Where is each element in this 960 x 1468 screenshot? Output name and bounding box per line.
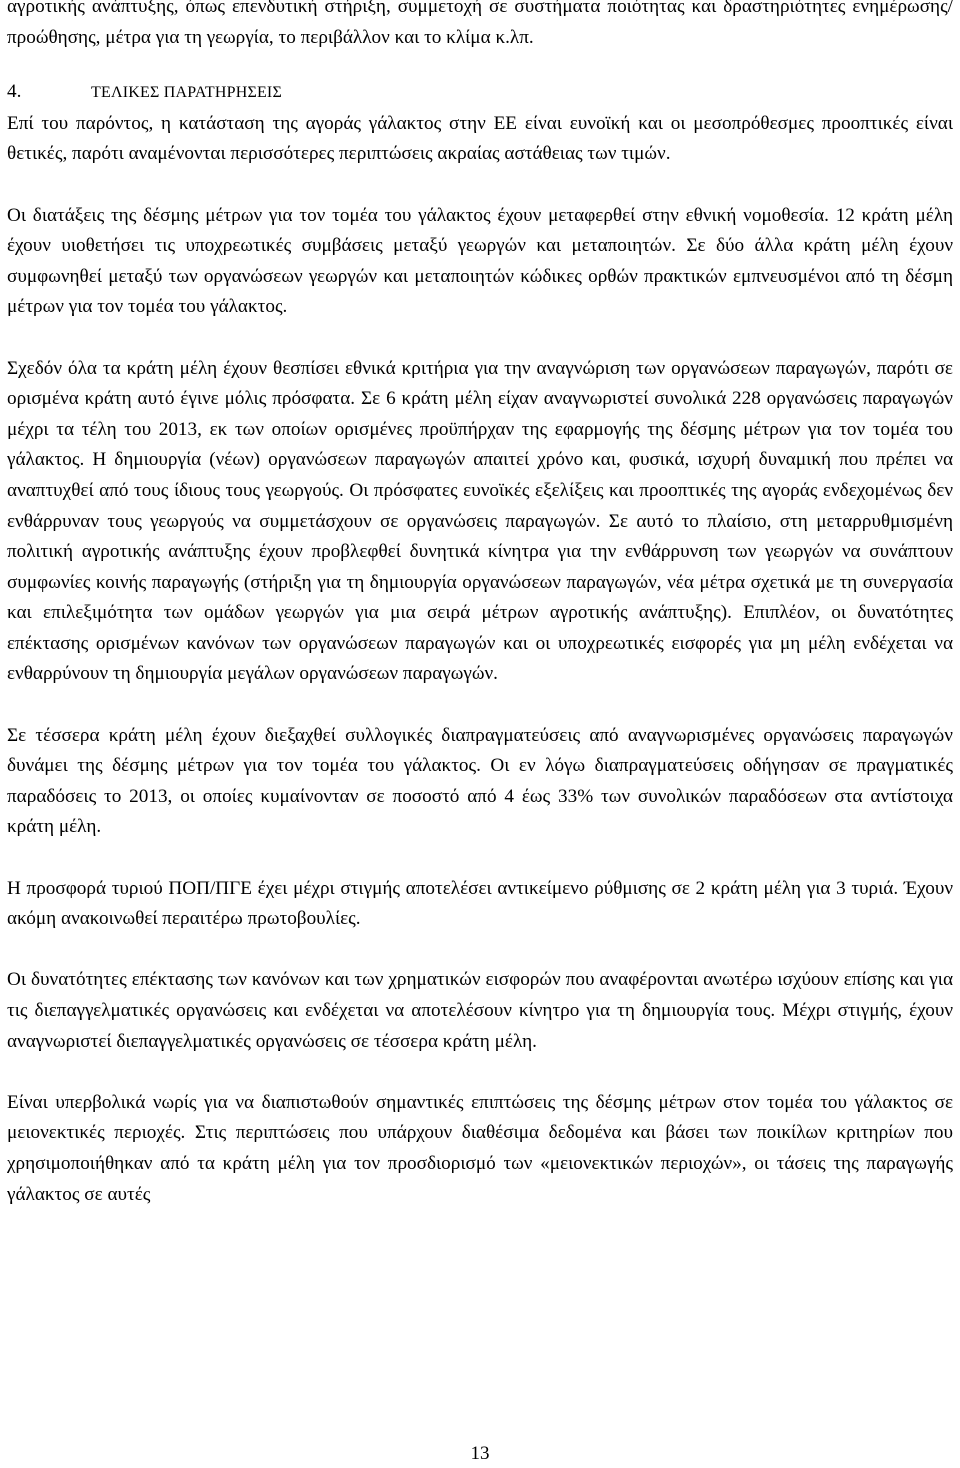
continued-paragraph: αγροτικής ανάπτυξης, όπως επενδυτική στήριξη, συμμετοχή σε συστήματα ποιότητας και δραστηριότητες ενημέρωσης/προώθησης, μέτρα για τη γεωργία, το περιβάλλον και το κλίμα κ.λπ.	[7, 0, 953, 48]
paragraph-interbranch-organisations: Οι δυνατότητες επέκτασης των κανόνων και των χρηματικών εισφορών που αναφέρονται ανωτέρω ισχύουν επίσης και για τις διεπαγγελματικές οργανώσεις και ενδέχεται να αποτελέσουν κίνητρο για τη δημιουργία τους. Μέχρι στιγμής, έχουν αναγνωριστεί διεπαγγελματικές οργανώσεις σε τέσσερα κράτη μέλη.	[7, 969, 953, 1052]
paragraph-producer-organisations: Σχεδόν όλα τα κράτη μέλη έχουν θεσπίσει εθνικά κριτήρια για την αναγνώριση των οργανώσεων παραγωγών, παρότι σε ορισμένα κράτη αυτό έγινε μόλις πρόσφατα. Σε 6 κράτη μέλη είχαν αναγνωριστεί συνολικά 228 οργανώσεις παραγωγών μέχρι τα τέλη του 2013, εκ των οποίων ορισμένες προϋπήρχαν της εφαρμογής της δέσμης μέτρων για τον τομέα του γάλακτος. Η δημιουργία (νέων) οργανώσεων παραγωγών απαιτεί χρόνο και, φυσικά, ισχυρή δυναμική που πρέπει να αναπτυχθεί από τους ίδιους τους γεωργούς. Οι πρόσφατες ευνοϊκές εξελίξεις και προοπτικές της αγοράς ενδεχομένως δεν ενθάρρυναν τους γεωργούς να συμμετάσχουν σε οργανώσεις παραγωγών. Σε αυτό το πλαίσιο, στη μεταρρυθμισμένη πολιτική αγροτικής ανάπτυξης έχουν προβλεφθεί δυνητικά κίνητρα για την ενθάρρυνση των γεωργών να συνάπτουν συμφωνίες κοινής παραγωγής (στήριξη για τη δημιουργία οργανώσεων παραγωγών, νέα μέτρα σχετικά με τη συνεργασία και επιλεξιμότητα των ομάδων γεωργών για μια σειρά μέτρων αγροτικής ανάπτυξης). Επιπλέον, οι δυνατότητες επέκτασης ορισμένων κανόνων των οργανώσεων παραγωγών και οι υποχρεωτικές εισφορές για μη μέλη ενδέχεται να ενθαρρύνουν τη δημιουργία μεγάλων οργανώσεων παραγωγών.	[7, 357, 953, 685]
page-number: 13	[470, 1443, 490, 1464]
document-page	[7, 0, 953, 1210]
paragraph-milk-package-provisions: Οι διατάξεις της δέσμης μέτρων για τον τομέα του γάλακτος έχουν μεταφερθεί στην εθνική νομοθεσία. 12 κράτη μέλη έχουν υιοθετήσει τις υποχρεωτικές συμβάσεις μεταξύ γεωργών και μεταποιητών. Σε δύο άλλα κράτη μέλη έχουν συμφωνηθεί μεταξύ των οργανώσεων γεωργών και μεταποιητών κώδικες ορθών πρακτικών εμπνευσμένοι από τη δέσμη μέτρων για τον τομέα του γάλακτος.	[7, 204, 953, 318]
section-title: ΤΕΛΙΚΕΣ ΠΑΡΑΤΗΡΗΣΕΙΣ	[91, 84, 282, 102]
section-number: 4.	[7, 81, 22, 103]
paragraph-pdo-pgi-cheese: Η προσφορά τυριού ΠΟΠ/ΠΓΕ έχει μέχρι στιγμής αποτελέσει αντικείμενο ρύθμισης σε 2 κράτη μέλη για 3 τυριά. Έχουν ακόμη ανακοινωθεί περαιτέρω πρωτοβουλίες.	[7, 877, 953, 930]
paragraph-disadvantaged-areas: Είναι υπερβολικά νωρίς για να διαπιστωθούν σημαντικές επιπτώσεις της δέσμης μέτρων στον τομέα του γάλακτος σε μειονεκτικές περιοχές. Στις περιπτώσεις που υπάρχουν διαθέσιμα δεδομένα και βάσει των ποικίλων κριτηρίων που χρησιμοποιήθηκαν από τα κράτη μέλη για τον προσδιορισμό των «μειονεκτικών περιοχών», οι τάσεις της παραγωγής γάλακτος σε αυτές	[7, 1091, 953, 1205]
paragraph-market-situation: Επί του παρόντος, η κατάσταση της αγοράς γάλακτος στην ΕΕ είναι ευνοϊκή και οι μεσοπρόθεσμες προοπτικές είναι θετικές, παρότι αναμένονται περισσότερες περιπτώσεις ακραίας αστάθειας των τιμών.	[7, 112, 953, 165]
paragraph-collective-negotiations: Σε τέσσερα κράτη μέλη έχουν διεξαχθεί συλλογικές διαπραγματεύσεις από αναγνωρισμένες οργανώσεις παραγωγών δυνάμει της δέσμης μέτρων για τον τομέα του γάλακτος. Οι εν λόγω διαπραγματεύσεις οδήγησαν σε πραγματικές παραδόσεις το 2013, οι οποίες κυμαίνονταν σε ποσοστό από 4 έως 33% των συνολικών παραδόσεων στα αντίστοιχα κράτη μέλη.	[7, 724, 953, 838]
section-heading	[7, 77, 953, 109]
